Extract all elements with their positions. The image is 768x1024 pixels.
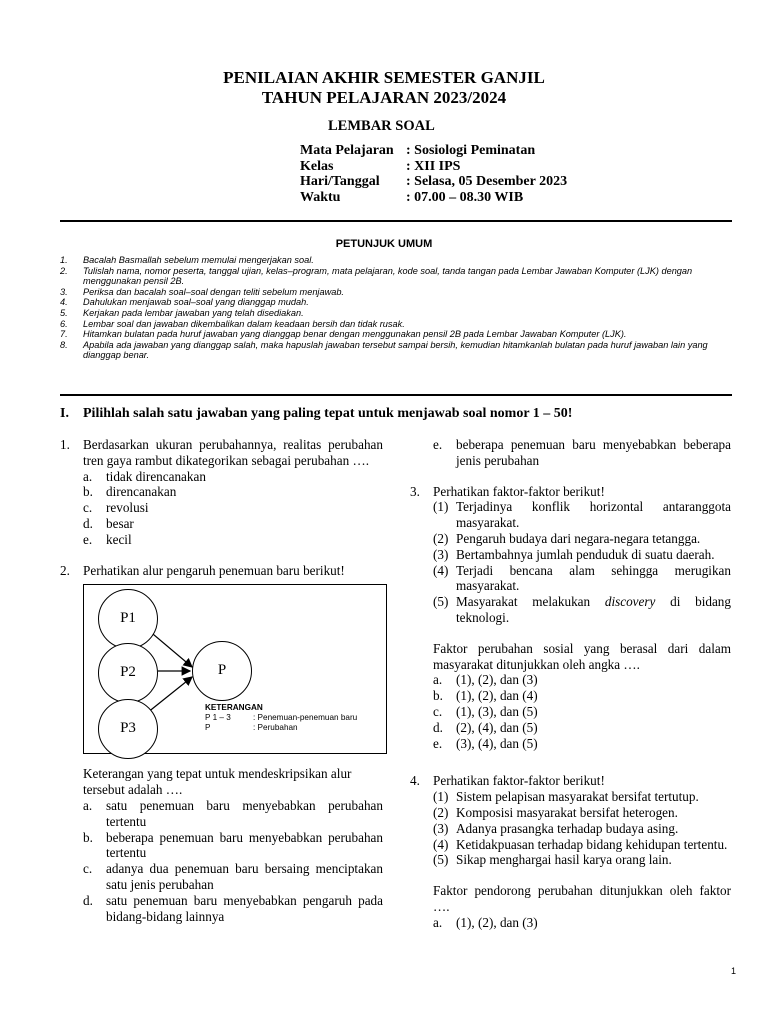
option-b: b. (1), (2), dan (4): [433, 688, 538, 704]
divider-bottom: [60, 394, 732, 396]
factor-item: (4) Ketidakpuasan terhadap bidang kehidupan tertentu.: [433, 836, 728, 852]
question-text: Berdasarkan ukuran perubahannya, realitas perubahan tren gaya rambut dikategorikan sebagai perubahan ….: [83, 437, 383, 468]
italic-term: discovery: [604, 594, 656, 610]
option-c: c. revolusi: [83, 500, 149, 516]
factor-item: (2) Pengaruh budaya dari negara-negara tetangga.: [433, 530, 701, 546]
meta-date: [300, 174, 567, 190]
option-e: e. kecil: [83, 531, 132, 547]
question-2: [60, 563, 383, 579]
factor-item: (3) Adanya prasangka terhadap budaya asing.: [433, 820, 679, 836]
legend-title: KETERANGAN: [205, 703, 263, 713]
meta-label: Waktu: [300, 189, 341, 205]
meta-value: : Selasa, 05 Desember 2023: [406, 174, 568, 189]
question-text: Perhatikan faktor-faktor berikut!: [433, 483, 605, 499]
option-b: b. beberapa penemuan baru menyebabkan perubahan tertentu: [83, 829, 383, 861]
option-d: d. besar: [83, 515, 134, 531]
question-4: [410, 773, 731, 930]
exam-title: PENILAIAN AKHIR SEMESTER GANJIL: [223, 68, 545, 87]
factor-item: (5) Sikap menghargai hasil karya orang lain.: [433, 852, 672, 868]
instruction-item: 2. Tulislah nama, nomor peserta, tanggal ujian, kelas–program, mata pelajaran, kode soal, tanda tangan pada Lembar Jawaban Komputer (LJK) dengan menggunakan pensil 2B.: [60, 265, 693, 287]
exam-meta: [300, 143, 567, 205]
meta-subject: [300, 143, 567, 159]
innovation-flow-diagram: [83, 584, 387, 754]
option-d: d. satu penemuan baru menyebabkan pengaruh pada bidang-bidang lainnya: [83, 892, 383, 924]
academic-year: TAHUN PELAJARAN 2023/2024: [261, 88, 507, 107]
section-heading: [60, 406, 572, 422]
right-column: [410, 437, 731, 931]
option-a: a. satu penemuan baru menyebabkan perubahan tertentu: [83, 797, 383, 829]
meta-class: [300, 159, 567, 175]
question-text-2: Keterangan yang tepat untuk mendeskripsikan alur tersebut adalah ….: [83, 766, 352, 798]
diagram-legend: [205, 703, 357, 733]
option-a: a. tidak direncanakan: [83, 468, 206, 484]
question-number: 1.: [60, 437, 70, 452]
meta-value: : Sosiologi Peminatan: [406, 143, 536, 158]
option-e: e. beberapa penemuan baru menyebabkan beberapa jenis perubahan: [433, 437, 731, 468]
instruction-item: 4. Dahulukan menjawab soal–soal yang dianggap mudah.: [60, 297, 309, 308]
meta-label: Hari/Tanggal: [300, 174, 380, 189]
question-text: Perhatikan faktor-faktor berikut!: [433, 773, 605, 789]
section-number: I.: [60, 406, 69, 421]
option-c: c. (1), (3), dan (5): [433, 703, 538, 719]
instruction-item: 8. Apabila ada jawaban yang dianggap salah, maka hapuslah jawaban tersebut sampai bersih, kemudian hitamkanlah bulatan pada huruf jawaban lain yang dianggap benar.: [60, 339, 708, 361]
instruction-item: 1. Bacalah Basmallah sebelum memulai mengerjakan soal.: [60, 255, 314, 265]
legend-row: P 1 – 3 : Penemuan-penemuan baru: [205, 713, 358, 723]
meta-value: : XII IPS: [406, 158, 461, 174]
instructions-title: PETUNJUK UMUM: [335, 238, 433, 250]
instruction-item: 3. Periksa dan bacalah soal–soal dengan teliti sebelum menjawab.: [60, 286, 344, 297]
factor-item: (3) Bertambahnya jumlah penduduk di suatu daerah.: [433, 546, 715, 562]
instruction-item: 6. Lembar soal dan jawaban dikembalikan dalam keadaan bersih dan tidak rusak.: [60, 318, 405, 329]
meta-time: [300, 190, 567, 206]
node-p1: P1: [98, 589, 158, 649]
question-number: 4.: [410, 773, 420, 789]
node-p: P: [192, 641, 252, 701]
page-number: 1: [730, 966, 736, 976]
node-p3: P3: [98, 699, 158, 759]
factor-item: (1) Sistem pelapisan masyarakat bersifat tertutup.: [433, 789, 699, 805]
legend-row: P : Perubahan: [205, 723, 298, 733]
question-prompt: Faktor pendorong perubahan ditunjukkan oleh faktor ….: [433, 883, 731, 914]
instruction-item: 5. Kerjakan pada lembar jawaban yang telah disediakan.: [60, 307, 304, 318]
question-text: Perhatikan alur pengaruh penemuan baru berikut!: [83, 562, 345, 578]
factor-item: (4) Terjadi bencana alam sehingga merugikan masyarakat.: [433, 562, 731, 594]
option-a: a. (1), (2), dan (3): [433, 672, 538, 688]
option-c: c. adanya dua penemuan baru bersaing menciptakan satu jenis perubahan: [83, 861, 383, 892]
meta-label: Kelas: [300, 158, 334, 174]
option-a: a. (1), (2), dan (3): [433, 914, 538, 930]
node-p2: P2: [98, 643, 158, 703]
option-d: d. (2), (4), dan (5): [433, 719, 538, 735]
instruction-item: 7. Hitamkan bulatan pada huruf jawaban yang dianggap benar dengan menggunakan pensil 2B pada Lembar Jawaban Komputer (LJK).: [60, 329, 627, 340]
instructions-list: [60, 255, 728, 361]
factor-item: (2) Komposisi masyarakat bersifat heterogen.: [433, 804, 678, 820]
option-b: b. direncanakan: [83, 484, 177, 500]
factor-item: (5) Masyarakat melakukan discovery di bidang teknologi.: [433, 594, 731, 625]
factor-item: (1) Terjadinya konflik horizontal antaranggota masyarakat.: [433, 499, 731, 531]
option-e: e. (3), (4), dan (5): [433, 735, 538, 751]
meta-label: Mata Pelajaran: [300, 143, 394, 158]
sheet-subtitle: LEMBAR SOAL: [328, 118, 435, 134]
question-3: [410, 484, 731, 752]
question-number: 3.: [410, 483, 420, 499]
section-instruction: Pilihlah salah satu jawaban yang paling tepat untuk menjawab soal nomor 1 – 50!: [83, 406, 573, 421]
left-column: [60, 437, 383, 924]
question-number: 2.: [60, 562, 70, 578]
question-prompt: Faktor perubahan sosial yang berasal dari dalam masyarakat ditunjukkan oleh angka ….: [433, 640, 731, 672]
divider-top: [60, 220, 732, 222]
meta-value: : 07.00 – 08.30 WIB: [406, 189, 524, 205]
question-1: [60, 437, 383, 548]
